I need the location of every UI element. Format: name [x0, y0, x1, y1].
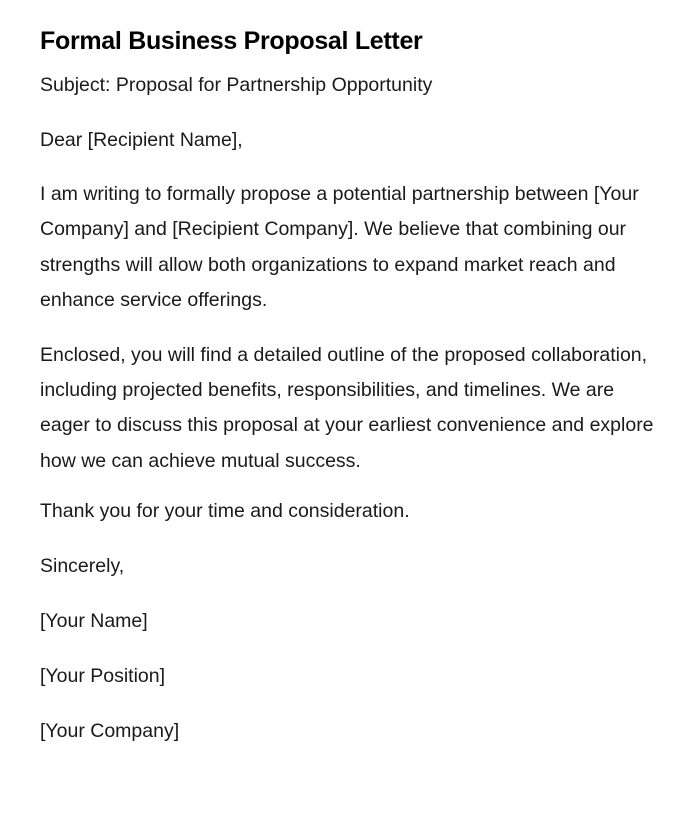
letter-thanks: Thank you for your time and consideration.	[40, 500, 410, 523]
letter-paragraph-1: I am writing to formally propose a potential partnership between [Your Company] and [Recipient Company]. We believe that combining our strengths will allow both organizations to expand market reach and enhance service offerings.	[40, 183, 639, 311]
signature-company: [Your Company]	[40, 720, 180, 743]
page-title: Formal Business Proposal Letter	[40, 27, 423, 55]
letter-paragraph-2: Enclosed, you will find a detailed outline of the proposed collaboration, including projected benefits, responsibilities, and timelines. We are eager to discuss this proposal at your earliest convenience and explore how we can achieve mutual success.	[40, 343, 654, 472]
letter-closing: Sincerely,	[40, 555, 125, 578]
signature-name: [Your Name]	[40, 610, 148, 633]
letter-subject: Subject: Proposal for Partnership Opportunity	[40, 74, 433, 96]
letter-salutation: Dear [Recipient Name],	[40, 129, 243, 151]
signature-position: [Your Position]	[40, 665, 166, 688]
